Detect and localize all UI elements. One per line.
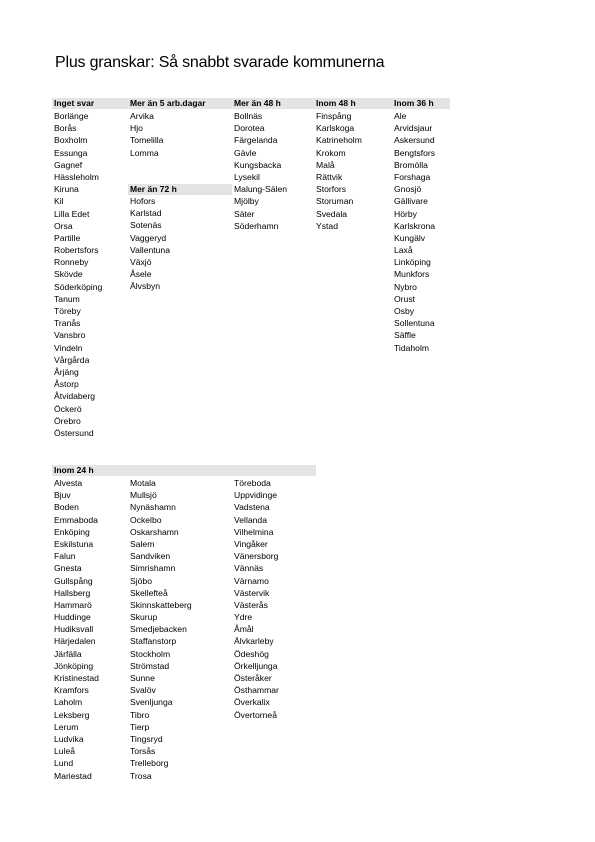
- list-item: Munkfors: [394, 269, 430, 280]
- list-item: Gävle: [234, 147, 257, 158]
- list-item: Osby: [394, 306, 415, 316]
- list-item: Österåker: [234, 673, 272, 683]
- list-item: Ockelbo: [130, 514, 162, 525]
- list-item: Öckerö: [54, 403, 82, 414]
- list-item: Boxholm: [54, 135, 88, 146]
- list-item: Smedjebacken: [130, 624, 187, 635]
- list-item: Tanum: [54, 293, 80, 304]
- list-item: Jönköping: [54, 660, 94, 671]
- header-inom-24h: Inom 24 h: [52, 465, 316, 476]
- list-item: Gullspång: [54, 575, 93, 586]
- list-item: Svedala: [316, 208, 348, 219]
- list-item: Säffle: [394, 330, 416, 341]
- list-item: Färgelanda: [234, 135, 278, 146]
- list-item: Vadstena: [234, 502, 270, 513]
- list-item: Töreby: [54, 306, 81, 316]
- list-item: Kristinestad: [54, 673, 99, 683]
- list-item: Sollentuna: [394, 318, 435, 329]
- list-item: Svenljunga: [130, 697, 173, 708]
- list-item: Åstorp: [54, 379, 79, 390]
- list-item: Karlskrona: [394, 220, 436, 231]
- list-item: Askersund: [394, 135, 435, 146]
- list-item: Töreboda: [234, 478, 271, 488]
- list-item: Malung-Sälen: [234, 184, 288, 195]
- list-item: Huddinge: [54, 612, 91, 623]
- list-inom-24h-col1: [54, 477, 99, 782]
- list-item: Mullsjö: [130, 490, 157, 501]
- list-item: Vårgårda: [54, 354, 90, 365]
- list-item: Krokom: [316, 147, 346, 158]
- list-item: Borås: [54, 123, 77, 134]
- list-mer-an-48h: [234, 110, 287, 232]
- list-item: Nynäshamn: [130, 502, 176, 513]
- list-item: Stockholm: [130, 648, 171, 659]
- header-inom-48h: Inom 48 h: [314, 98, 392, 109]
- list-inom-48h: [316, 110, 362, 232]
- list-item: Örkelljunga: [234, 660, 278, 671]
- list-item: Vänersborg: [234, 551, 279, 562]
- list-item: Motala: [130, 478, 156, 488]
- header-mer-an-72h: Mer än 72 h: [128, 184, 232, 195]
- list-item: Älvsbyn: [130, 281, 161, 292]
- list-item: Årjäng: [54, 366, 79, 377]
- list-item: Järfälla: [54, 648, 82, 659]
- list-item: Lerum: [54, 721, 79, 732]
- list-item: Finspång: [316, 111, 352, 121]
- list-item: Salem: [130, 538, 155, 549]
- list-inget-svar: [54, 110, 102, 439]
- list-item: Västervik: [234, 587, 270, 598]
- list-item: Vindeln: [54, 342, 83, 353]
- list-item: Trosa: [130, 770, 152, 781]
- list-item: Partille: [54, 232, 81, 243]
- list-item: Laholm: [54, 697, 83, 708]
- list-item: Storfors: [316, 184, 347, 195]
- list-item: Oskarshamn: [130, 526, 179, 537]
- list-item: Älvkarleby: [234, 636, 274, 647]
- list-item: Laxå: [394, 245, 413, 256]
- list-item: Skinnskatteberg: [130, 599, 192, 610]
- list-item: Lund: [54, 758, 74, 769]
- list-item: Luleå: [54, 746, 76, 757]
- list-inom-36h: [394, 110, 435, 354]
- list-item: Eskilstuna: [54, 538, 94, 549]
- list-item: Sotenäs: [130, 220, 162, 231]
- list-item: Leksberg: [54, 709, 90, 720]
- list-item: Falun: [54, 551, 76, 562]
- list-item: Säter: [234, 208, 255, 219]
- list-item: Boden: [54, 502, 79, 513]
- list-item: Lomma: [130, 147, 159, 158]
- list-item: Hässleholm: [54, 171, 99, 182]
- list-mer-an-5-arbdagar: [130, 110, 163, 159]
- list-item: Linköping: [394, 257, 431, 268]
- list-item: Vansbro: [54, 330, 86, 341]
- list-item: Mjölby: [234, 196, 259, 207]
- list-item: Sandviken: [130, 551, 171, 562]
- list-item: Åsele: [130, 269, 152, 280]
- list-item: Mariestad: [54, 770, 92, 781]
- list-item: Skellefteå: [130, 587, 168, 598]
- list-item: Kungsbacka: [234, 159, 282, 170]
- list-item: Essunga: [54, 147, 88, 158]
- list-item: Vellanda: [234, 514, 267, 525]
- list-item: Gagnef: [54, 159, 83, 170]
- list-item: Enköping: [54, 526, 90, 537]
- list-inom-24h-col2: [130, 477, 192, 782]
- list-item: Bromölla: [394, 159, 428, 170]
- list-item: Tomelilla: [130, 135, 164, 146]
- list-item: Tidaholm: [394, 342, 430, 353]
- list-item: Orsa: [54, 220, 73, 231]
- list-item: Malå: [316, 159, 335, 170]
- list-item: Överkalix: [234, 697, 270, 708]
- list-item: Växjö: [130, 256, 152, 267]
- list-item: Torsås: [130, 746, 156, 757]
- list-item: Storuman: [316, 196, 354, 207]
- list-item: Bollnäs: [234, 111, 263, 121]
- list-item: Bjuv: [54, 490, 71, 501]
- list-item: Vilhelmina: [234, 526, 274, 537]
- list-item: Simrishamn: [130, 563, 176, 574]
- list-inom-24h-col3: [234, 477, 279, 721]
- list-item: Arvika: [130, 111, 154, 121]
- list-item: Gnesta: [54, 563, 82, 574]
- list-item: Bengtsfors: [394, 147, 436, 158]
- list-item: Västerås: [234, 599, 268, 610]
- list-item: Uppvidinge: [234, 490, 277, 501]
- list-item: Ödeshög: [234, 648, 269, 659]
- list-item: Rättvik: [316, 171, 343, 182]
- page-title: Plus granskar: Så snabbt svarade kommunerna: [55, 54, 385, 71]
- list-item: Dorotea: [234, 123, 265, 134]
- list-item: Vaggeryd: [130, 232, 167, 243]
- list-item: Katrineholm: [316, 135, 362, 146]
- list-item: Skurup: [130, 612, 158, 623]
- list-item: Karlskoga: [316, 123, 355, 134]
- list-item: Övertorneå: [234, 709, 277, 720]
- list-item: Tranås: [54, 318, 81, 329]
- list-item: Vännäs: [234, 563, 264, 574]
- list-item: Örebro: [54, 415, 81, 426]
- list-item: Alvesta: [54, 478, 83, 488]
- list-item: Robertsfors: [54, 245, 99, 256]
- header-inget-svar: Inget svar: [52, 98, 128, 109]
- list-item: Nybro: [394, 281, 417, 292]
- list-item: Tingsryd: [130, 733, 163, 744]
- list-item: Hjo: [130, 123, 143, 134]
- list-item: Kramfors: [54, 685, 89, 696]
- list-item: Kiruna: [54, 184, 79, 195]
- list-item: Tibro: [130, 709, 150, 720]
- list-item: Östersund: [54, 427, 94, 438]
- list-item: Ale: [394, 111, 407, 121]
- list-item: Tierp: [130, 721, 150, 732]
- list-item: Gnosjö: [394, 184, 422, 195]
- list-item: Arvidsjaur: [394, 123, 433, 134]
- list-item: Hallsberg: [54, 587, 91, 598]
- list-item: Staffanstorp: [130, 636, 177, 647]
- list-mer-an-72h: [130, 195, 170, 293]
- list-item: Lysekil: [234, 171, 260, 182]
- list-item: Hammarö: [54, 599, 92, 610]
- list-item: Härjedalen: [54, 636, 96, 647]
- list-item: Forshaga: [394, 171, 431, 182]
- list-item: Sjöbo: [130, 575, 152, 586]
- list-item: Hörby: [394, 208, 417, 219]
- header-mer-an-5-arbdagar: Mer än 5 arb.dagar: [128, 98, 232, 109]
- list-item: Östhammar: [234, 685, 279, 696]
- header-mer-an-48h: Mer än 48 h: [232, 98, 314, 109]
- list-item: Ludvika: [54, 733, 84, 744]
- list-item: Söderköping: [54, 281, 103, 292]
- list-item: Söderhamn: [234, 220, 279, 231]
- list-item: Kungälv: [394, 232, 426, 243]
- list-item: Trelleborg: [130, 758, 169, 769]
- list-item: Skövde: [54, 269, 83, 280]
- list-item: Orust: [394, 293, 416, 304]
- list-item: Sunne: [130, 673, 155, 683]
- list-item: Borlänge: [54, 111, 89, 121]
- list-item: Strömstad: [130, 660, 170, 671]
- list-item: Hofors: [130, 196, 156, 206]
- list-item: Hudiksvall: [54, 624, 94, 635]
- list-item: Emmaboda: [54, 514, 98, 525]
- list-item: Åmål: [234, 624, 254, 635]
- list-item: Kil: [54, 196, 64, 207]
- list-item: Vingåker: [234, 538, 268, 549]
- list-item: Åtvidaberg: [54, 391, 96, 402]
- list-item: Ronneby: [54, 257, 89, 268]
- list-item: Gällivare: [394, 196, 428, 207]
- header-inom-36h: Inom 36 h: [392, 98, 450, 109]
- list-item: Ydre: [234, 612, 253, 623]
- list-item: Värnamo: [234, 575, 269, 586]
- list-item: Karlstad: [130, 208, 162, 219]
- list-item: Ystad: [316, 220, 338, 231]
- list-item: Lilla Edet: [54, 208, 90, 219]
- list-item: Svalöv: [130, 685, 156, 696]
- list-item: Vallentuna: [130, 244, 170, 255]
